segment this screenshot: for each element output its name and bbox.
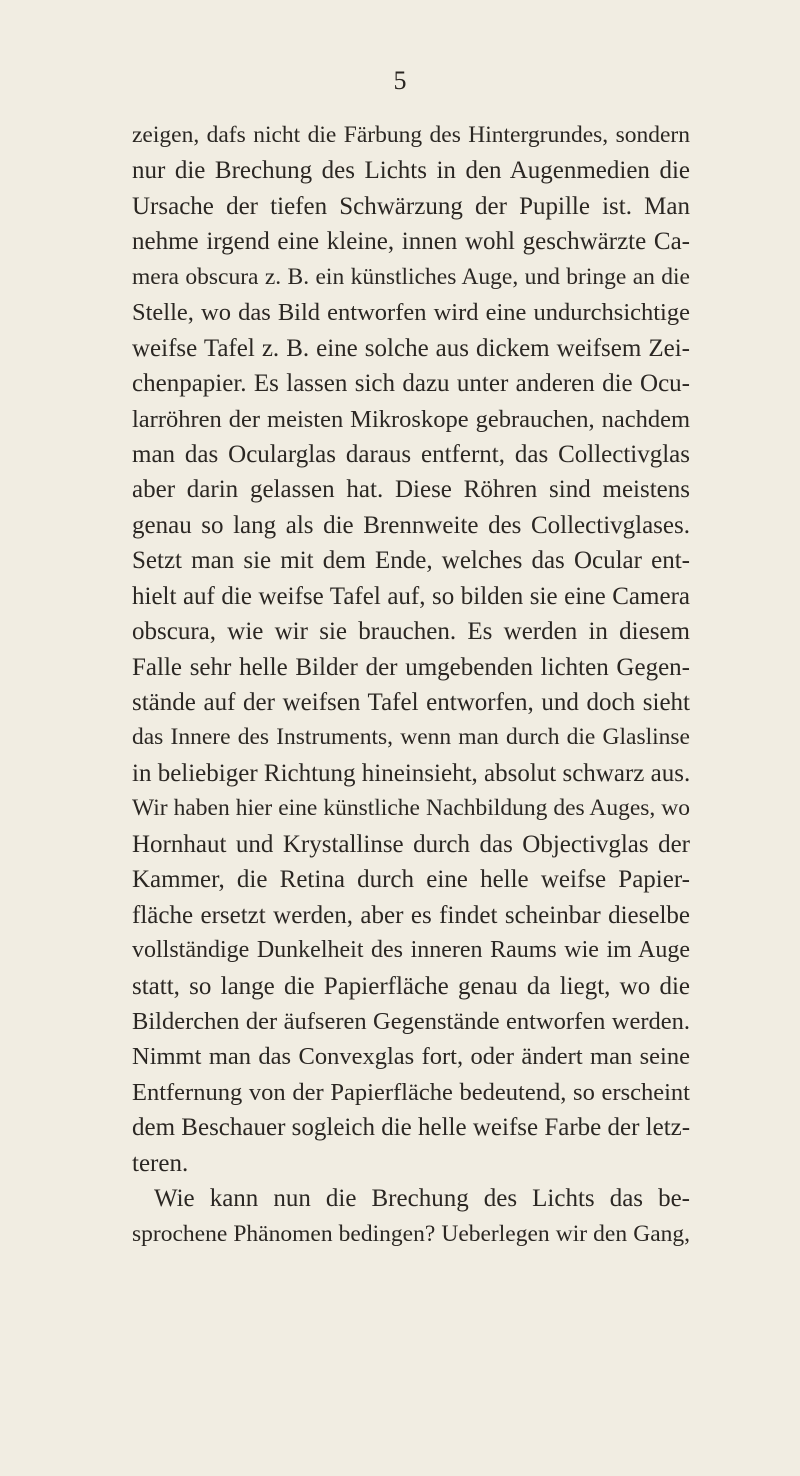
text-line: Hornhaut und Krystallinse durch das Objectivglas der — [132, 830, 690, 858]
text-line: Wie kann nun die Brechung des Lichts das be- — [154, 1185, 690, 1213]
text-line: nehme irgend eine kleine, innen wohl geschwärzte Ca- — [132, 228, 690, 256]
text-line: stände auf der weifsen Tafel entworfen, und doch sieht — [132, 689, 690, 716]
text-line: in beliebiger Richtung hineinsieht, absolut schwarz aus. — [132, 759, 691, 787]
text-line: teren. — [132, 1149, 189, 1177]
text-line: weifse Tafel z. B. eine solche aus dickem weifsem Zei- — [132, 334, 690, 362]
text-line: Nimmt man das Convexglas fort, oder ändert man seine — [132, 1043, 690, 1071]
text-line: chenpapier. Es lassen sich dazu unter anderen die Ocu- — [132, 370, 690, 398]
text-line: nur die Brechung des Lichts in den Augenmedien die — [132, 157, 690, 185]
text-line: Kammer, die Retina durch eine helle weifse Papier- — [132, 866, 690, 894]
text-line: larröhren der meisten Mikroskope gebrauchen, nachdem — [132, 405, 690, 433]
text-line: genau so lang als die Brennweite des Collectivglases. — [132, 511, 690, 539]
text-line: Ursache der tiefen Schwärzung der Pupille ist. Man — [132, 192, 690, 220]
text-line: Bilderchen der äufseren Gegenstände entworfen werden. — [132, 1007, 690, 1035]
text-line: das Innere des Instruments, wenn man durch die Glaslinse — [132, 724, 690, 751]
text-line: Stelle, wo das Bild entworfen wird eine undurchsichtige — [132, 299, 690, 327]
text-line: vollständige Dunkelheit des inneren Raums wie im Auge — [132, 937, 690, 964]
page-number: 5 — [393, 66, 407, 95]
body-text — [132, 118, 690, 1252]
text-line: fläche ersetzt werden, aber es findet scheinbar dieselbe — [132, 901, 690, 929]
text-line: dem Beschauer sogleich die helle weifse Farbe der letz- — [132, 1114, 691, 1142]
text-line: Wir haben hier eine künstliche Nachbildung des Auges, wo — [132, 795, 690, 822]
text-line: Entfernung von der Papierfläche bedeutend, so erscheint — [132, 1078, 690, 1106]
text-line: statt, so lange die Papierfläche genau da liegt, wo die — [132, 972, 690, 1000]
text-line: man das Ocularglas daraus entfernt, das Collectivglas — [132, 440, 690, 468]
text-line: Setzt man sie mit dem Ende, welches das Ocular ent- — [132, 547, 690, 575]
text-line: sprochene Phänomen bedingen? Ueberlegen wir den Gang, — [132, 1220, 690, 1247]
text-line: obscura, wie wir sie brauchen. Es werden in diesem — [132, 618, 690, 646]
text-line: hielt auf die weifse Tafel auf, so bilden sie eine Camera — [132, 582, 690, 610]
text-line: aber darin gelassen hat. Diese Röhren sind meistens — [132, 476, 690, 504]
text-line: Falle sehr helle Bilder der umgebenden lichten Gegen- — [132, 653, 690, 681]
text-line: mera obscura z. B. ein künstliches Auge, und bringe an die — [132, 263, 690, 290]
text-line: zeigen, dafs nicht die Färbung des Hintergrundes, sondern — [132, 122, 690, 148]
